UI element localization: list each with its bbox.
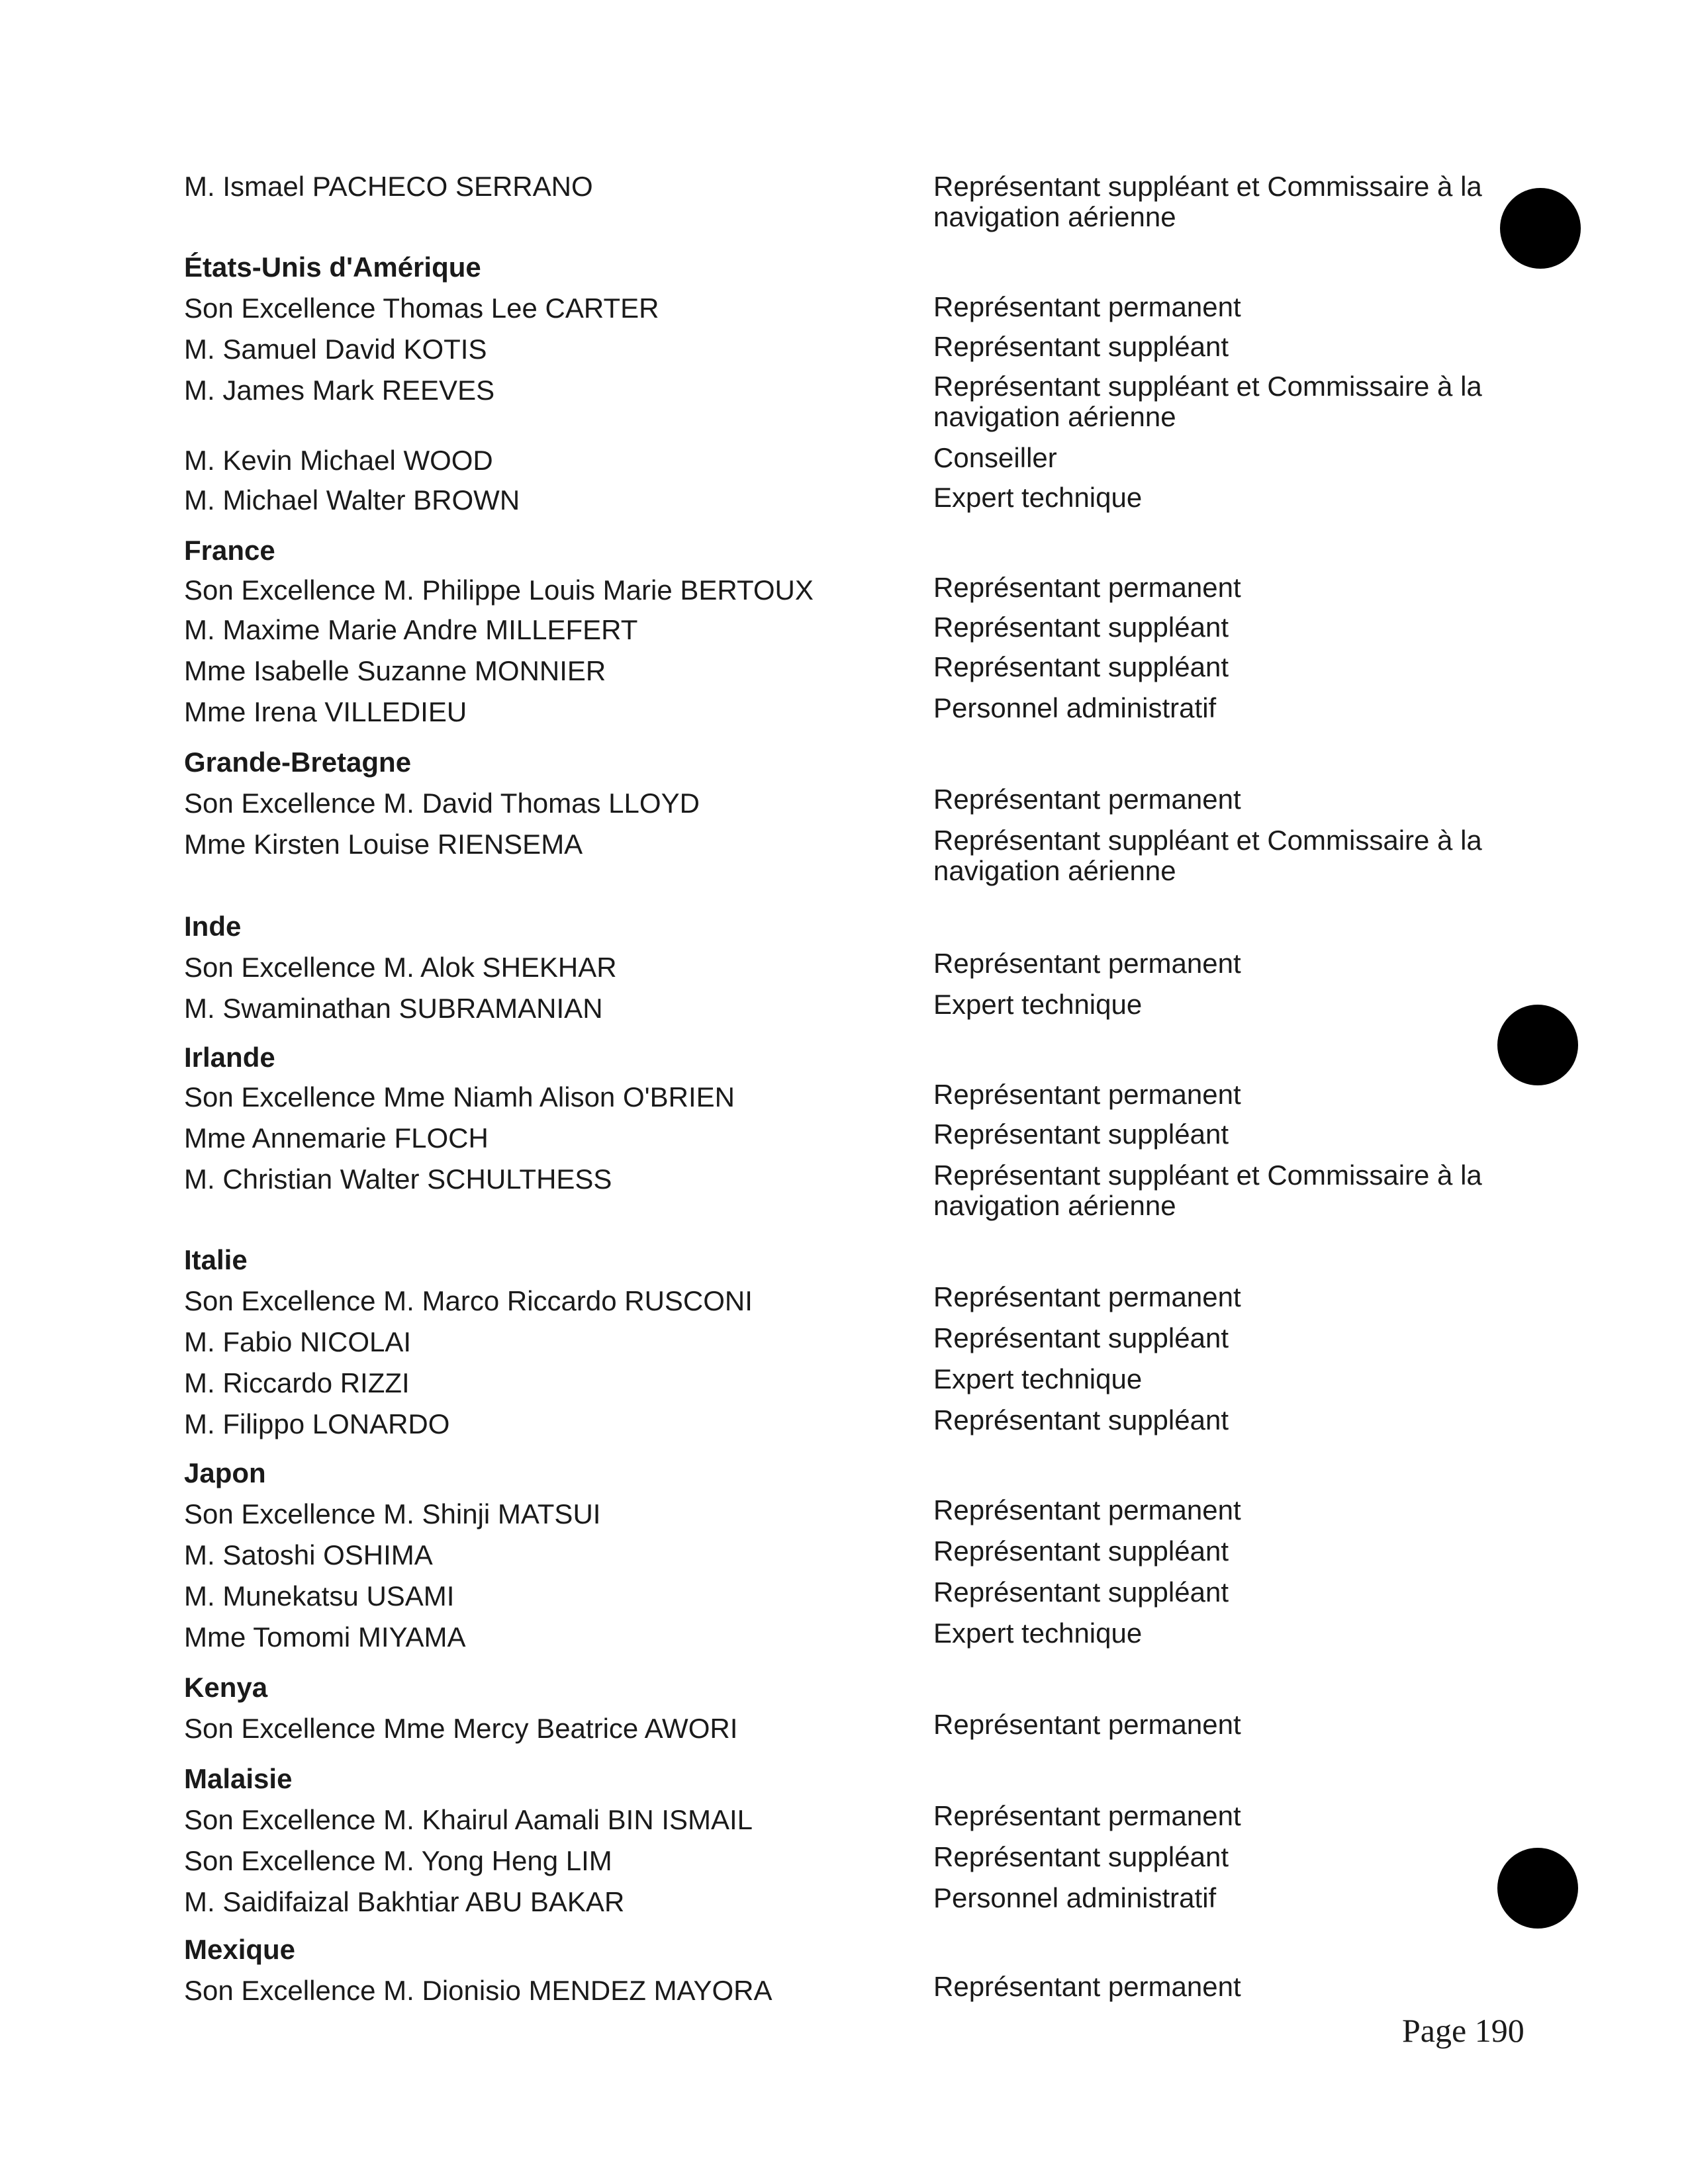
- punch-hole: [1497, 1005, 1578, 1085]
- delegate-name: M. Swaminathan SUBRAMANIAN: [184, 993, 603, 1024]
- punch-hole: [1497, 1848, 1578, 1929]
- delegate-name: Mme Isabelle Suzanne MONNIER: [184, 655, 606, 686]
- delegate-role-continued: navigation aérienne: [933, 855, 1176, 886]
- delegate-name: Mme Annemarie FLOCH: [184, 1122, 489, 1154]
- delegate-name: M. Satoshi OSHIMA: [184, 1539, 433, 1570]
- delegate-name: Son Excellence M. Shinji MATSUI: [184, 1498, 601, 1529]
- delegate-name: M. Christian Walter SCHULTHESS: [184, 1163, 612, 1195]
- delegate-name: M. Munekatsu USAMI: [184, 1580, 455, 1612]
- delegate-role-continued: navigation aérienne: [933, 201, 1176, 232]
- delegate-name: Mme Irena VILLEDIEU: [184, 696, 467, 727]
- delegate-name: M. James Mark REEVES: [184, 375, 495, 406]
- delegate-name: M. Riccardo RIZZI: [184, 1367, 410, 1398]
- delegate-role: Représentant permanent: [933, 1800, 1241, 1831]
- delegate-name: Son Excellence M. Alok SHEKHAR: [184, 952, 617, 983]
- delegate-role: Conseiller: [933, 442, 1057, 473]
- country-heading: États-Unis d'Amérique: [184, 251, 481, 283]
- country-heading: Italie: [184, 1244, 248, 1275]
- delegate-role: Personnel administratif: [933, 1882, 1217, 1913]
- delegate-role: Représentant suppléant: [933, 1404, 1229, 1435]
- delegate-role: Représentant permanent: [933, 1079, 1241, 1110]
- delegate-role: Personnel administratif: [933, 692, 1217, 723]
- delegate-name: Mme Tomomi MIYAMA: [184, 1621, 466, 1653]
- delegate-name: M. Kevin Michael WOOD: [184, 445, 493, 476]
- delegate-role: Représentant suppléant: [933, 612, 1229, 643]
- delegate-role: Représentant permanent: [933, 572, 1241, 603]
- delegate-role: Représentant suppléant et Commissaire à la: [933, 1160, 1482, 1191]
- delegate-name: M. Maxime Marie Andre MILLEFERT: [184, 614, 638, 645]
- delegate-role: Représentant permanent: [933, 948, 1241, 979]
- delegate-role: Expert technique: [933, 989, 1143, 1020]
- delegate-name: M. Michael Walter BROWN: [184, 484, 520, 516]
- page-number: Page 190: [1402, 2012, 1524, 2049]
- delegate-role: Représentant suppléant: [933, 331, 1229, 362]
- country-heading: France: [184, 535, 275, 566]
- delegate-role: Représentant suppléant: [933, 1535, 1229, 1567]
- delegate-role: Représentant suppléant: [933, 1118, 1229, 1150]
- delegate-name: Mme Kirsten Louise RIENSEMA: [184, 829, 583, 860]
- delegate-role: Représentant permanent: [933, 1494, 1241, 1525]
- delegate-name: Son Excellence M. Khairul Aamali BIN ISMAIL: [184, 1804, 753, 1835]
- delegate-name: Son Excellence M. Marco Riccardo RUSCONI: [184, 1285, 753, 1316]
- delegate-name: M. Saidifaizal Bakhtiar ABU BAKAR: [184, 1886, 625, 1917]
- delegate-name: M. Filippo LONARDO: [184, 1408, 450, 1439]
- delegate-name: Son Excellence M. Dionisio MENDEZ MAYORA: [184, 1975, 773, 2006]
- delegate-name: Son Excellence M. Philippe Louis Marie BERTOUX: [184, 574, 814, 606]
- delegate-role: Représentant suppléant et Commissaire à la: [933, 371, 1482, 402]
- delegate-role: Représentant suppléant: [933, 651, 1229, 682]
- country-heading: Malaisie: [184, 1763, 293, 1794]
- delegate-name: M. Samuel David KOTIS: [184, 334, 487, 365]
- country-heading: Japon: [184, 1457, 266, 1488]
- delegate-name: Son Excellence M. Yong Heng LIM: [184, 1845, 612, 1876]
- punch-hole: [1500, 188, 1581, 269]
- delegate-name: Son Excellence Thomas Lee CARTER: [184, 293, 659, 324]
- delegate-role: Représentant suppléant et Commissaire à la: [933, 171, 1482, 202]
- country-heading: Kenya: [184, 1672, 268, 1703]
- delegate-role: Représentant permanent: [933, 784, 1241, 815]
- country-heading: Irlande: [184, 1042, 275, 1073]
- delegate-name: Son Excellence Mme Mercy Beatrice AWORI: [184, 1713, 738, 1744]
- country-heading: Mexique: [184, 1934, 296, 1965]
- country-heading: Inde: [184, 911, 242, 942]
- delegate-role: Expert technique: [933, 1363, 1143, 1394]
- delegate-name: Son Excellence M. David Thomas LLOYD: [184, 788, 700, 819]
- delegate-role: Représentant permanent: [933, 291, 1241, 322]
- delegate-role-continued: navigation aérienne: [933, 401, 1176, 432]
- delegate-role: Représentant permanent: [933, 1281, 1241, 1312]
- delegate-role-continued: navigation aérienne: [933, 1190, 1176, 1221]
- delegate-role: Expert technique: [933, 482, 1143, 513]
- delegate-name: M. Fabio NICOLAI: [184, 1326, 412, 1357]
- delegate-role: Représentant suppléant: [933, 1322, 1229, 1353]
- delegate-role: Représentant suppléant: [933, 1841, 1229, 1872]
- delegate-role: Représentant permanent: [933, 1971, 1241, 2002]
- delegate-role: Représentant suppléant et Commissaire à la: [933, 825, 1482, 856]
- country-heading: Grande-Bretagne: [184, 747, 412, 778]
- delegate-role: Représentant permanent: [933, 1709, 1241, 1740]
- delegate-name: Son Excellence Mme Niamh Alison O'BRIEN: [184, 1081, 735, 1113]
- delegate-role: Expert technique: [933, 1617, 1143, 1649]
- delegate-name: M. Ismael PACHECO SERRANO: [184, 171, 593, 202]
- delegate-role: Représentant suppléant: [933, 1576, 1229, 1608]
